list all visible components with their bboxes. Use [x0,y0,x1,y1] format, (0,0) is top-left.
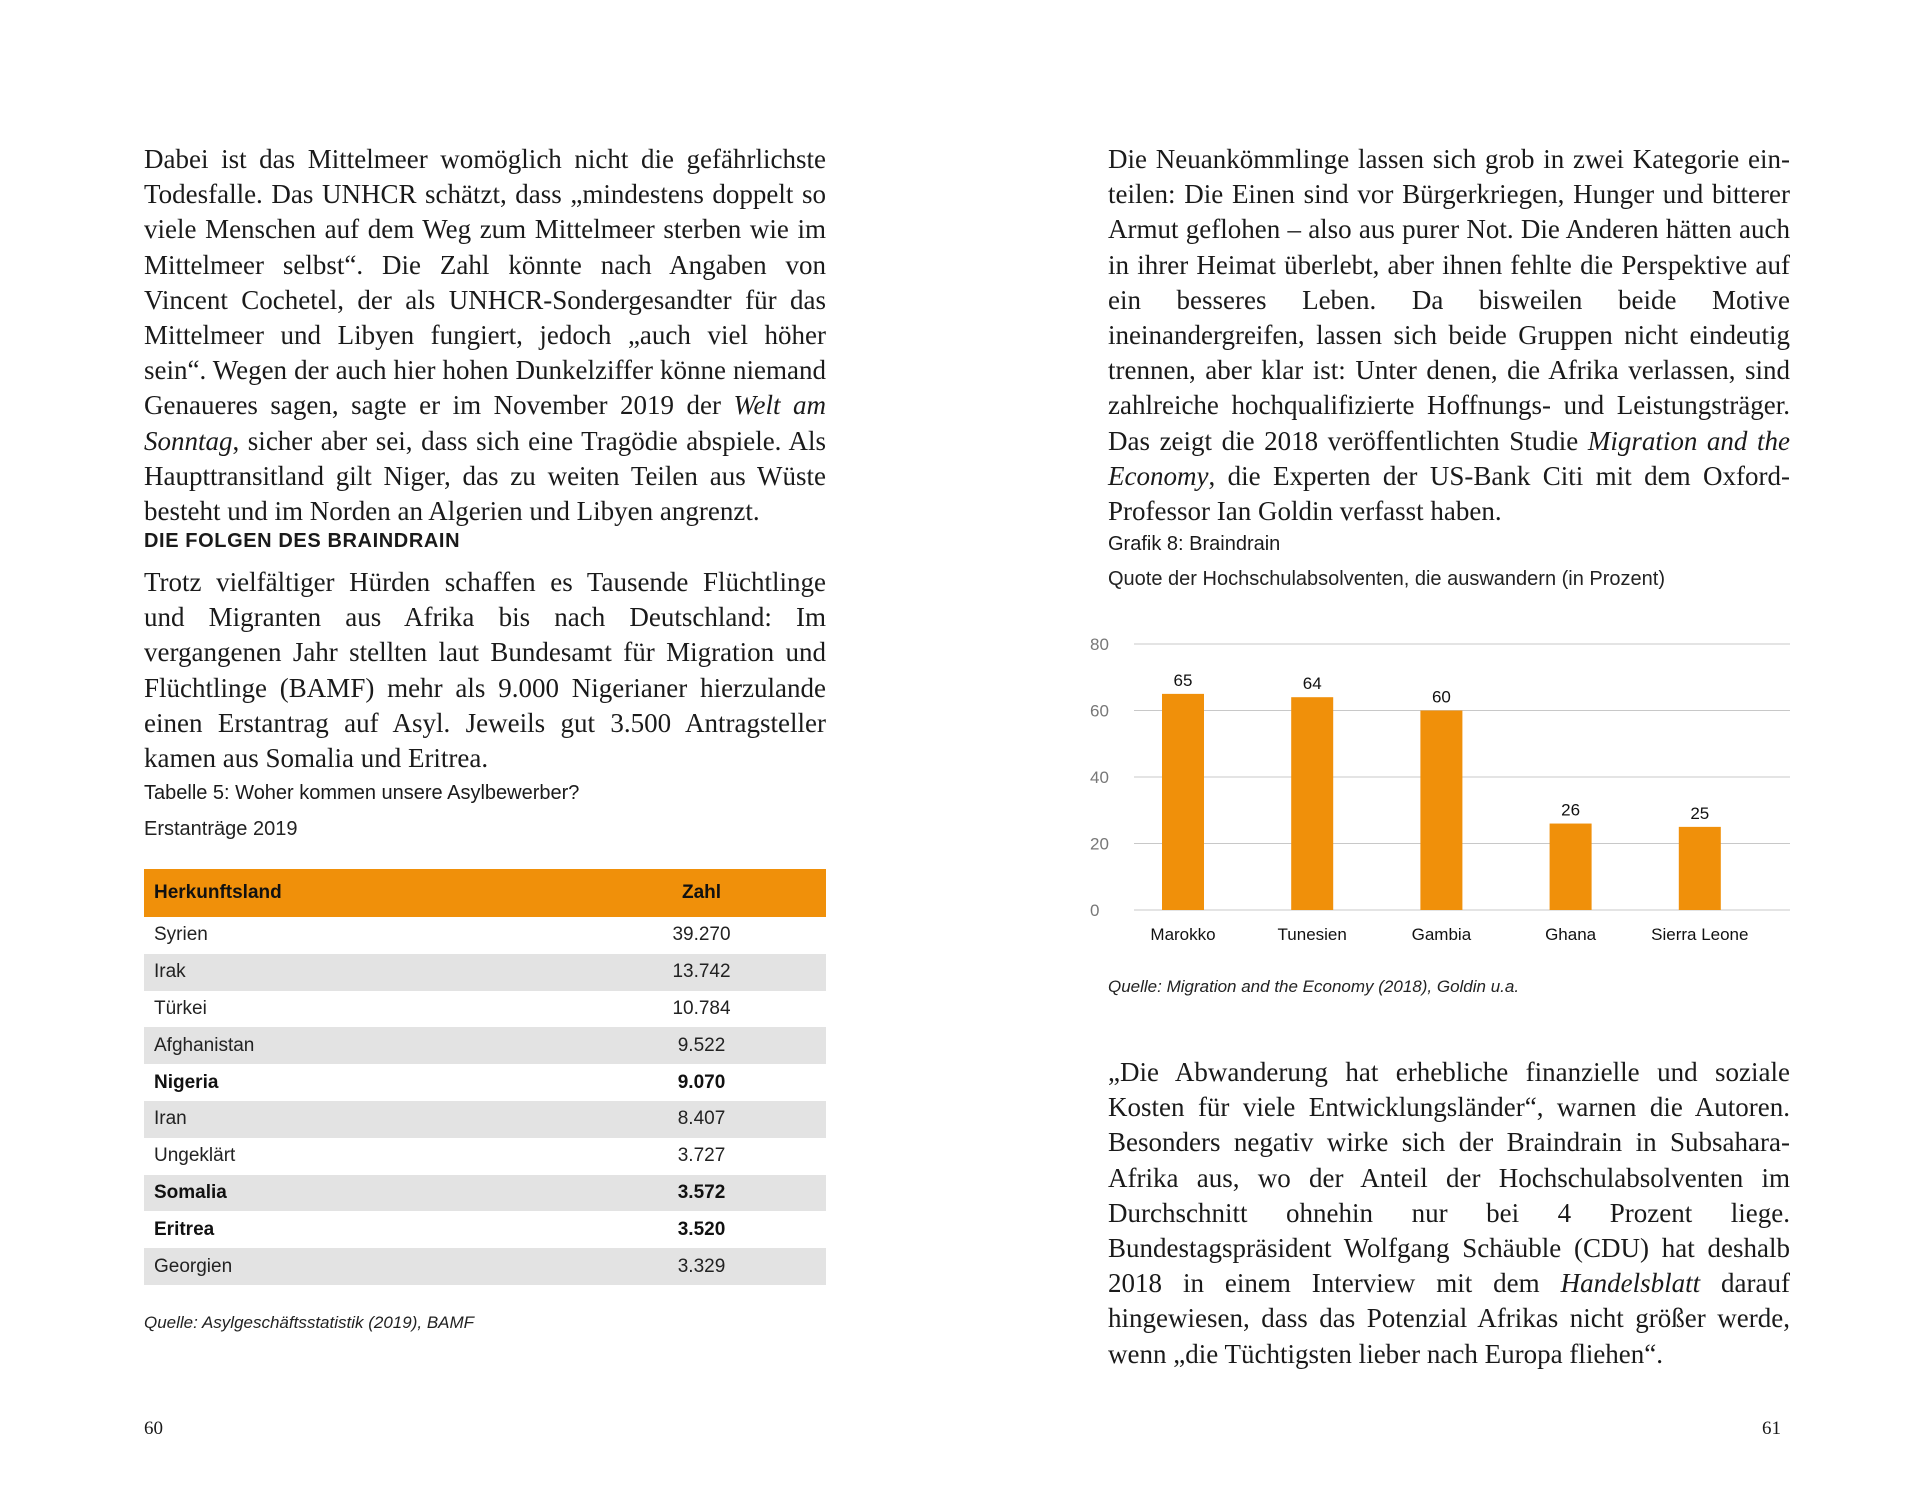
cell-value: 39.270 [672,924,731,946]
table-row [144,1211,826,1248]
paragraph: „Die Abwanderung hat erhebliche finanzielle und soziale Kosten für viele Entwicklungsländer“, warnen die Autoren. Besonders negativ wirke sich der Braindrain in Subsahara-Afrika aus, wo der Anteil der Hochschulabsolventen im Durchschnitt ohnehin nur bei 4 Prozent liege. Bundestagspräsident Wolfgang Schäuble (CDU) hat deshalb 2018 in einem Interview mit dem Handelsblatt darauf hingewiesen, dass das Potenzial Afrikas nicht größer werde, wenn „die Tüchtigsten lieber nach Europa fliehen“. [1108,1057,1790,1369]
table-subtitle: Erstanträge 2019 [144,818,298,840]
table-row [144,991,826,1028]
bar [1679,827,1721,910]
y-tick-label: 80 [1090,635,1109,654]
y-tick-label: 40 [1090,768,1109,787]
cell-country: Iran [154,1108,187,1130]
table-title: Tabelle 5: Woher kommen unsere Asylbewerber? [144,782,580,804]
chart-source: Quelle: Migration and the Economy (2018), Goldin u.a. [1108,977,1520,996]
table-row [144,1027,826,1064]
cell-country: Eritrea [154,1218,215,1240]
left-paragraph-1 [144,142,826,529]
table-row [144,954,826,991]
data-label: 65 [1173,670,1193,690]
paragraph: Trotz vielfältiger Hürden schaffen es Tausende Flüchtlinge und Migranten aus Afrika bis nach Deutschland: Im vergangenen Jahr stellten laut Bundesamt für Migration und Flüchtlinge (BAMF) mehr als 9.000 Nigerianer hierzulande einen Erstantrag auf Asyl. Jeweils gut 3.500 Antragsteller kamen aus Somalia und Eritrea. [144,567,826,774]
table-row [144,1138,826,1175]
x-tick-label: Ghana [1545,925,1597,944]
chart-subtitle: Quote der Hochschulabsolventen, die auswandern (in Prozent) [1108,568,1665,590]
italic-title: Handelsblatt [1560,1268,1701,1299]
cell-value: 3.520 [677,1218,726,1240]
table-row [144,1101,826,1138]
cell-value: 9.070 [677,1071,726,1093]
bar [1291,697,1333,910]
cell-country: Ungeklärt [154,1145,236,1167]
x-tick-label: Marokko [1150,925,1216,944]
bar [1550,824,1592,910]
asylum-table [144,869,826,1285]
bar [1420,711,1462,911]
table-row [144,917,826,954]
cell-country: Nigeria [154,1071,219,1093]
cell-value: 8.407 [677,1108,726,1130]
header-country: Herkunftsland [154,882,282,903]
paragraph: Die Neuankömmlinge lassen sich grob in zwei Kategorie einteilen: Die Einen sind vor Bürgerkriegen, Hunger und bitterer Armut geflohen – also aus purer Not. Die Anderen hätten auch in ihrer Heimat überlebt, aber ihnen fehlte die Perspektive auf ein besseres Leben. Da bisweilen beide Motive ineinandergreifen, lassen sich beide Gruppen nicht eindeutig trennen, aber klar ist: Unter denen, die Afrika verlassen, sind zahlreiche hochqualifizierte Hoffnungs- und Leistungsträger. Das zeigt die 2018 veröffentlichten Studie Migration and the Economy, die Experten der US-Bank Citi mit dem Oxford-Professor Ian Goldin verfasst haben. [1108,144,1790,527]
cell-country: Somalia [154,1181,227,1203]
data-label: 60 [1431,687,1451,707]
x-tick-label: Tunesien [1277,925,1347,944]
cell-country: Afghanistan [154,1034,255,1056]
right-paragraph-1 [1108,142,1790,529]
section-heading: DIE FOLGEN DES BRAINDRAIN [144,530,461,552]
x-tick-label: Gambia [1411,925,1472,944]
table-source: Quelle: Asylgeschäftsstatistik (2019), BAMF [144,1313,475,1332]
header-value: Zahl [681,882,722,903]
italic-title: Welt am Sonntag [144,390,827,456]
table-row [144,1175,826,1212]
cell-value: 13.742 [672,961,731,983]
cell-value: 3.727 [677,1145,726,1167]
y-tick-label: 0 [1090,901,1100,920]
left-paragraph-2 [144,565,826,776]
data-label: 25 [1690,803,1710,823]
italic-title: Migration and the Economy [1108,425,1790,491]
table-row [144,1248,826,1285]
x-tick-label: Sierra Leone [1651,925,1749,944]
cell-value: 3.572 [677,1181,726,1203]
page-number-left: 60 [144,1418,163,1439]
y-tick-label: 60 [1090,701,1109,721]
cell-value: 3.329 [677,1255,726,1277]
cell-value: 10.784 [672,997,731,1019]
y-tick-label: 20 [1090,834,1109,854]
table-header [144,869,826,917]
page-number-right: 61 [1762,1418,1781,1439]
cell-value: 9.522 [677,1034,726,1056]
cell-country: Georgien [154,1255,233,1277]
table-body [144,917,826,1285]
right-paragraph-2 [1108,1055,1790,1372]
table-row [144,1064,826,1101]
data-label: 26 [1561,800,1581,820]
cell-country: Syrien [154,924,208,946]
data-label: 64 [1302,674,1322,694]
bar-chart [1090,628,1790,958]
cell-country: Türkei [154,997,207,1019]
bar [1162,694,1204,910]
paragraph: Dabei ist das Mittelmeer womöglich nicht die gefährlichste Todesfalle. Das UNHCR schätzt, dass „mindestens doppelt so viele Menschen auf dem Weg zum Mittelmeer sterben wie im Mittelmeer selbst“. Die Zahl könnte nach Angaben von Vincent Cochetel, der als UNHCR-Sondergesandter für das Mittelmeer und Libyen fungiert, jedoch „auch viel höher sein“. Wegen der auch hier hohen Dunkelziffer könne niemand Genaueres sagen, sagte er im November 2019 der Welt am Sonntag, sicher aber sei, dass sich eine Tragödie abspiele. Als Haupttransitland gilt Niger, das zu weiten Teilen aus Wüste besteht und im Norden an Algerien und Libyen angrenzt. [144,144,827,527]
chart-title: Grafik 8: Braindrain [1108,533,1281,555]
cell-country: Irak [154,961,186,983]
